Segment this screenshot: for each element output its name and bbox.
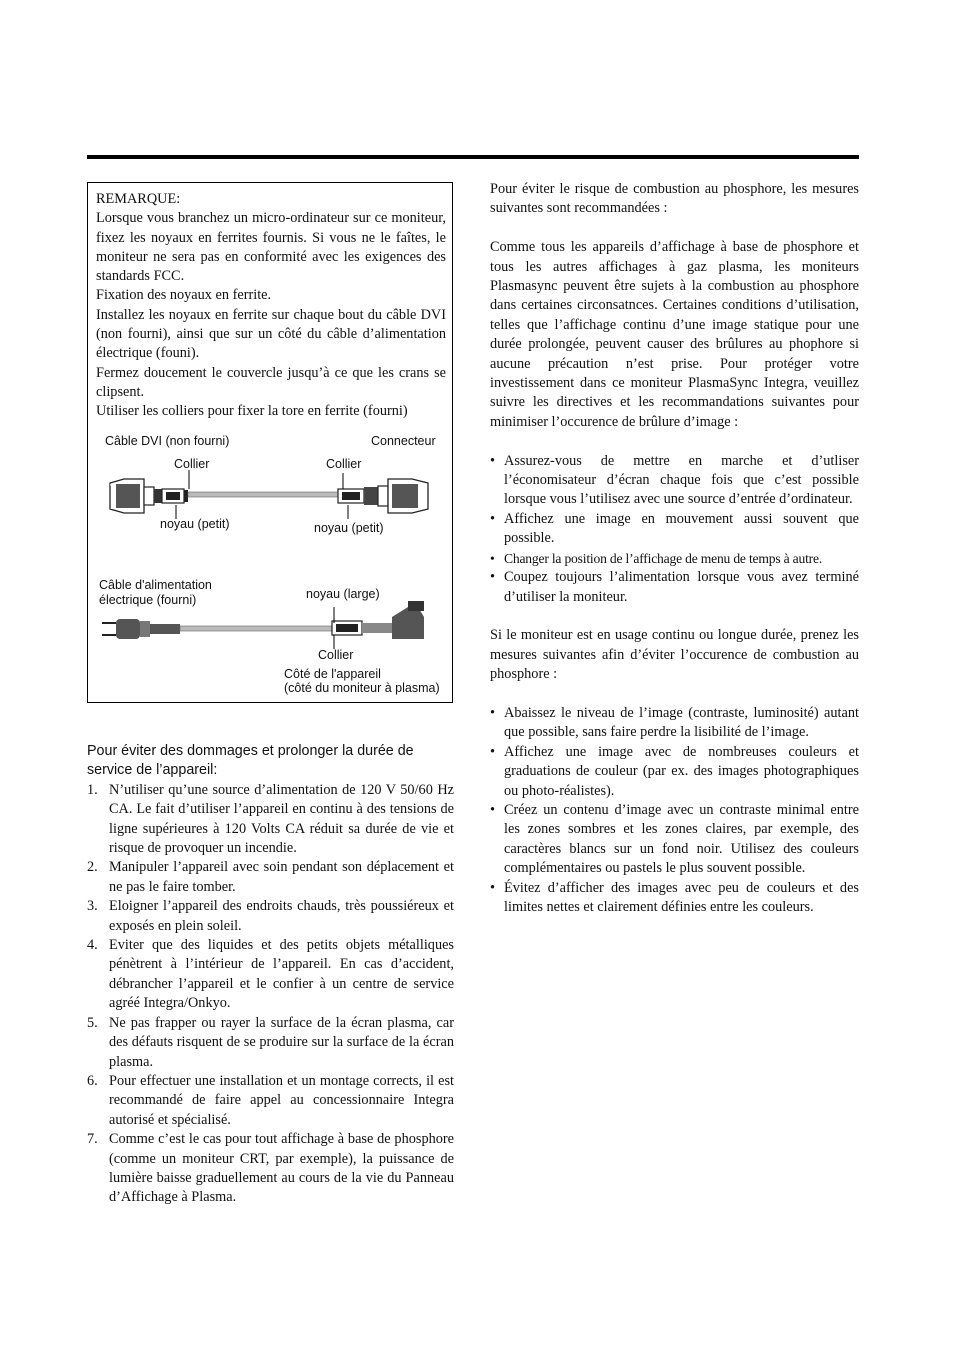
paragraph: Pour éviter le risque de combustion au phosphore, les mesures suivantes sont recommandées : bbox=[490, 181, 859, 217]
list-item: • Créez un contenu d’image avec un contraste minimal entre les zones sombres et les zones claires, par exemple, des caractères blancs sur un fond noir. Utilisez des couleurs complémentaires ou pastels le plus souvent possible. bbox=[490, 801, 859, 879]
precautions-intro: Pour éviter des dommages et prolonger la durée de service de l’appareil: bbox=[87, 743, 414, 779]
list-item: 3. Eloigner l’appareil des endroits chauds, très poussiéreux et exposés en plein soleil. bbox=[87, 898, 454, 934]
list-item: 4. Eviter que des liquides et des petits objets métalliques pénètrent à l’intérieur de l’appareil. En cas d’accident, débrancher l’appareil et le confier à un centre de service agréé Integra/Onkyo. bbox=[87, 937, 454, 1012]
device-side-label: Côté de l'appareil bbox=[284, 667, 381, 681]
list-item: • Assurez-vous de mettre en marche et d’utliser l’économisateur d’écran chaque fois que c’est possible lorsque vous l’utilisez avec une source d’entrée d’ordinateur. bbox=[490, 452, 859, 510]
precautions-list bbox=[87, 781, 454, 1208]
list-item: • Évitez d’afficher des images avec peu de couleurs et des limites nettes et clairement définies entre les couleurs. bbox=[490, 879, 859, 918]
header-rule bbox=[87, 155, 859, 159]
list-item: 7. Comme c’est le cas pour tout affichage à base de phosphore (comme un moniteur CRT, par exemple), la puissance de lumière baisse graduellement au cours de la vie du Panneau d’Affichage à Plasma. bbox=[87, 1131, 454, 1206]
collier-label: Collier bbox=[174, 457, 210, 471]
list-item: • Abaissez le niveau de l’image (contraste, luminosité) autant que possible, sans faire perdre la lisibilité de l’image. bbox=[490, 704, 859, 743]
collier-label: Collier bbox=[318, 648, 354, 662]
noyau-small-label: noyau (petit) bbox=[314, 521, 384, 535]
right-column bbox=[490, 180, 859, 917]
note-paragraph: Fermez doucement le couvercle jusqu’à ce que les crans se clipsent. bbox=[96, 364, 446, 400]
left-column bbox=[87, 742, 454, 1208]
note-paragraph: Lorsque vous branchez un micro-ordinateur sur ce moniteur, fixez les noyaux en ferrites fournis. Si vous ne le faîtes, le moniteur ne sera pas en conformité avec les exigences des standards FCC. bbox=[96, 210, 446, 285]
list-item: 2. Manipuler l’appareil avec soin pendant son déplacement et ne pas le faire tomber. bbox=[87, 859, 454, 895]
bullet-list bbox=[490, 452, 859, 607]
device-side-label: (côté du moniteur à plasma) bbox=[284, 681, 440, 695]
note-paragraph: Utiliser les colliers pour fixer la tore en ferrite (fourni) bbox=[96, 403, 408, 420]
note-heading: REMARQUE: bbox=[96, 191, 181, 207]
list-item: • Affichez une image avec de nombreuses couleurs et graduations de couleur (par ex. des images photographiques ou photo-réalistes). bbox=[490, 743, 859, 801]
dvi-cable-label: Câble DVI (non fourni) bbox=[105, 434, 230, 448]
paragraph: Comme tous les appareils d’affichage à base de phosphore et tous les autres affichages à gaz plasma, les moniteurs Plasmasync peuvent être sujets à la combustion au phosphore dans certaines circonsatnces. Certaines conditions d’utilisation, telles que l’affichage continu d’une image statique pour une durée prolongée, peuvent causer des brûlures au phophore si aucune précaution n’est prise. Pour protéger votre investissement dans ce moniteur PlasmaSync Integra, veuillez suivre les directives et les recommandations suivantes pour minimiser l’occurence de brûlure d’image : bbox=[490, 239, 859, 430]
dvi-cable-illustration bbox=[110, 470, 428, 519]
list-item: • Changer la position de l’affichage de menu de temps à autre. bbox=[490, 549, 859, 568]
connector-label: Connecteur bbox=[371, 434, 436, 448]
note-paragraph: Fixation des noyaux en ferrite. bbox=[96, 287, 272, 304]
power-cable-label: Câble d'alimentation bbox=[99, 578, 212, 592]
list-item: • Affichez une image en mouvement aussi souvent que possible. bbox=[490, 510, 859, 549]
list-item: 6. Pour effectuer une installation et un montage corrects, il est recommandé de faire appel au concessionnaire Integra autorisé et spécialisé. bbox=[87, 1072, 454, 1128]
power-cable-label: électrique (fourni) bbox=[99, 593, 197, 607]
power-cable-illustration bbox=[102, 601, 424, 649]
note-paragraph: Installez les noyaux en ferrite sur chaque bout du câble DVI (non fourni), ainsi que sur un côté du câble d’alimentation électrique (founi). bbox=[96, 306, 446, 362]
list-item: • Coupez toujours l’alimentation lorsque vous avez terminé d’utiliser la moniteur. bbox=[490, 568, 859, 607]
paragraph: Si le moniteur est en usage continu ou longue durée, prenez les mesures suivantes afin d’éviter l’occurence de combustion au phosphore : bbox=[490, 627, 859, 683]
list-item: 1. N’utiliser qu’une source d’alimentation de 120 V 50/60 Hz CA. Le fait d’utiliser l’appareil en continu à des tensions de ligne supérieures à 120 Volts CA réduit sa durée de vie et risque de provoquer un incendie. bbox=[87, 781, 454, 857]
list-item: 5. Ne pas frapper ou rayer la surface de la écran plasma, car des défauts risquent de se produire sur la surface de la écran plasma. bbox=[87, 1014, 454, 1070]
note-box bbox=[87, 182, 453, 703]
noyau-large-label: noyau (large) bbox=[306, 587, 380, 601]
noyau-small-label: noyau (petit) bbox=[160, 517, 230, 531]
bullet-list bbox=[490, 704, 859, 917]
collier-label: Collier bbox=[326, 457, 362, 471]
